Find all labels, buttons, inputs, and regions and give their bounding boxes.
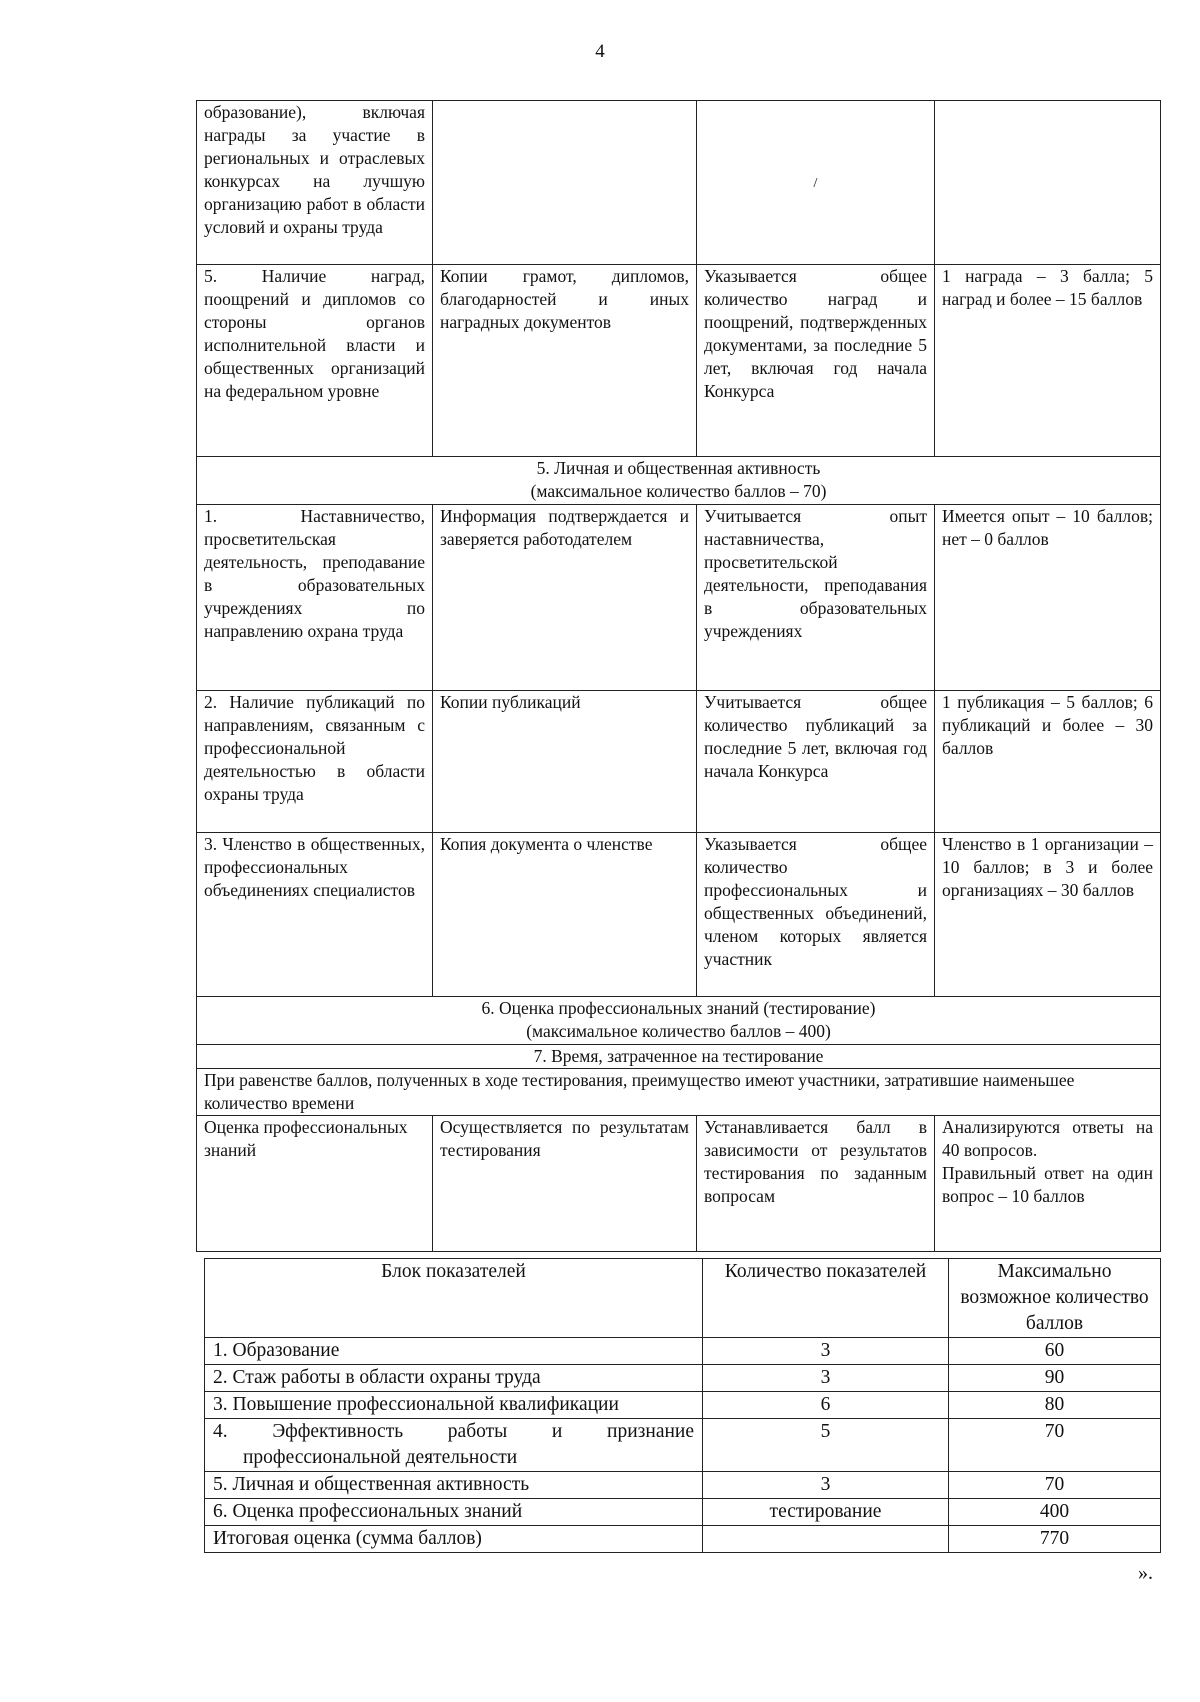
section-subtitle: (максимальное количество баллов – 400) — [526, 1021, 831, 1041]
block-line: профессиональной деятельности — [243, 1447, 518, 1468]
block-cell: 6. Оценка профессиональных знаний — [205, 1499, 703, 1526]
criterion-cell: 5. Наличие наград, поощрений и дипломов со стороны органов исполнительной власти и общественных организаций на федеральном уровне — [197, 265, 433, 457]
table-row — [197, 101, 1161, 265]
section-heading-row — [197, 457, 1161, 505]
summary-table — [204, 1258, 1161, 1553]
table-row — [197, 265, 1161, 457]
max-cell: 70 — [949, 1472, 1161, 1499]
criterion-cell: 1. Наставничество, просветительская деятельность, преподавание в образовательных учреждениях по направлению охрана труда — [197, 505, 433, 691]
table-row — [197, 505, 1161, 691]
block-cell: 2. Стаж работы в области охраны труда — [205, 1365, 703, 1392]
points-cell: Членство в 1 организации – 10 баллов; в 3 и более организациях – 30 баллов — [935, 833, 1161, 997]
section-title: 7. Время, затраченное на тестирование — [197, 1045, 1161, 1069]
count-cell: 5 — [703, 1419, 949, 1472]
documents-cell: Копии грамот, дипломов, благодарностей и иных наградных документов — [433, 265, 697, 457]
summary-header-row — [205, 1259, 1161, 1338]
points-line: Анализируются ответы на 40 вопросов. — [942, 1117, 1153, 1160]
section-note: При равенстве баллов, полученных в ходе тестирования, преимущество имеют участники, затратившие наименьшее количество времени — [197, 1069, 1161, 1116]
section-heading-row — [197, 997, 1161, 1045]
table-row — [197, 691, 1161, 833]
block-line: 4. Эффективность работы и признание — [213, 1421, 694, 1442]
summary-row — [205, 1472, 1161, 1499]
documents-cell: Копии публикаций — [433, 691, 697, 833]
section-heading-row — [197, 1045, 1161, 1069]
procedure-cell: Учитывается общее количество публикаций за последние 5 лет, включая год начала Конкурса — [697, 691, 935, 833]
table-row — [197, 833, 1161, 997]
total-label: Итоговая оценка (сумма баллов) — [205, 1526, 703, 1553]
table-row — [197, 1069, 1161, 1116]
criterion-cell: Оценка профессиональных знаний — [197, 1116, 433, 1252]
summary-header: Количество показателей — [703, 1259, 949, 1338]
points-cell — [935, 1116, 1161, 1252]
section-title: 5. Личная и общественная активность — [536, 458, 821, 478]
total-max: 770 — [949, 1526, 1161, 1553]
block-cell: 3. Повышение профессиональной квалификации — [205, 1392, 703, 1419]
max-cell: 80 — [949, 1392, 1161, 1419]
procedure-cell: Учитывается опыт наставничества, просветительской деятельности, преподавания в образовательных учреждениях — [697, 505, 935, 691]
documents-cell — [433, 101, 697, 265]
max-cell: 400 — [949, 1499, 1161, 1526]
summary-row — [205, 1392, 1161, 1419]
section-title: 6. Оценка профессиональных знаний (тестирование) — [481, 998, 876, 1018]
points-cell: 1 публикация – 5 баллов; 6 публикаций и более – 30 баллов — [935, 691, 1161, 833]
block-cell — [205, 1419, 703, 1472]
summary-total-row — [205, 1526, 1161, 1553]
count-cell: 6 — [703, 1392, 949, 1419]
max-cell: 70 — [949, 1419, 1161, 1472]
summary-row — [205, 1338, 1161, 1365]
count-cell: тестирование — [703, 1499, 949, 1526]
procedure-cell: Устанавливается балл в зависимости от результатов тестирования по заданным вопросам — [697, 1116, 935, 1252]
pen-mark: / — [813, 176, 818, 191]
count-cell: 3 — [703, 1365, 949, 1392]
block-cell: 5. Личная и общественная активность — [205, 1472, 703, 1499]
documents-cell: Осуществляется по результатам тестирования — [433, 1116, 697, 1252]
max-cell: 90 — [949, 1365, 1161, 1392]
points-cell: 1 награда – 3 балла; 5 наград и более – 15 баллов — [935, 265, 1161, 457]
summary-row — [205, 1499, 1161, 1526]
summary-row — [205, 1365, 1161, 1392]
summary-header: Максимально возможное количество баллов — [949, 1259, 1161, 1338]
points-cell — [935, 101, 1161, 265]
criterion-cell: образование), включая награды за участие в региональных и отраслевых конкурсах на лучшую организацию работ в области условий и охраны труда — [197, 101, 433, 265]
closing-quote-mark: ». — [1138, 1562, 1153, 1584]
criterion-cell: 2. Наличие публикаций по направлениям, связанным с профессиональной деятельностью в области охраны труда — [197, 691, 433, 833]
block-cell: 1. Образование — [205, 1338, 703, 1365]
procedure-cell: Указывается общее количество наград и поощрений, подтвержденных документами, за последние 5 лет, включая год начала Конкурса — [697, 265, 935, 457]
max-cell: 60 — [949, 1338, 1161, 1365]
criteria-table — [196, 100, 1161, 1252]
page-number: 4 — [595, 41, 605, 62]
summary-row — [205, 1419, 1161, 1472]
count-cell: 3 — [703, 1338, 949, 1365]
documents-cell: Копия документа о членстве — [433, 833, 697, 997]
table-row — [197, 1116, 1161, 1252]
section-heading — [197, 997, 1161, 1045]
summary-header: Блок показателей — [205, 1259, 703, 1338]
points-cell: Имеется опыт – 10 баллов; нет – 0 баллов — [935, 505, 1161, 691]
count-cell: 3 — [703, 1472, 949, 1499]
points-line: Правильный ответ на один вопрос – 10 баллов — [942, 1163, 1153, 1206]
procedure-cell — [697, 101, 935, 265]
procedure-cell: Указывается общее количество профессиональных и общественных объединений, членом которых является участник — [697, 833, 935, 997]
section-subtitle: (максимальное количество баллов – 70) — [530, 481, 827, 501]
count-cell — [703, 1526, 949, 1553]
section-heading — [197, 457, 1161, 505]
criterion-cell: 3. Членство в общественных, профессиональных объединениях специалистов — [197, 833, 433, 997]
documents-cell: Информация подтверждается и заверяется работодателем — [433, 505, 697, 691]
